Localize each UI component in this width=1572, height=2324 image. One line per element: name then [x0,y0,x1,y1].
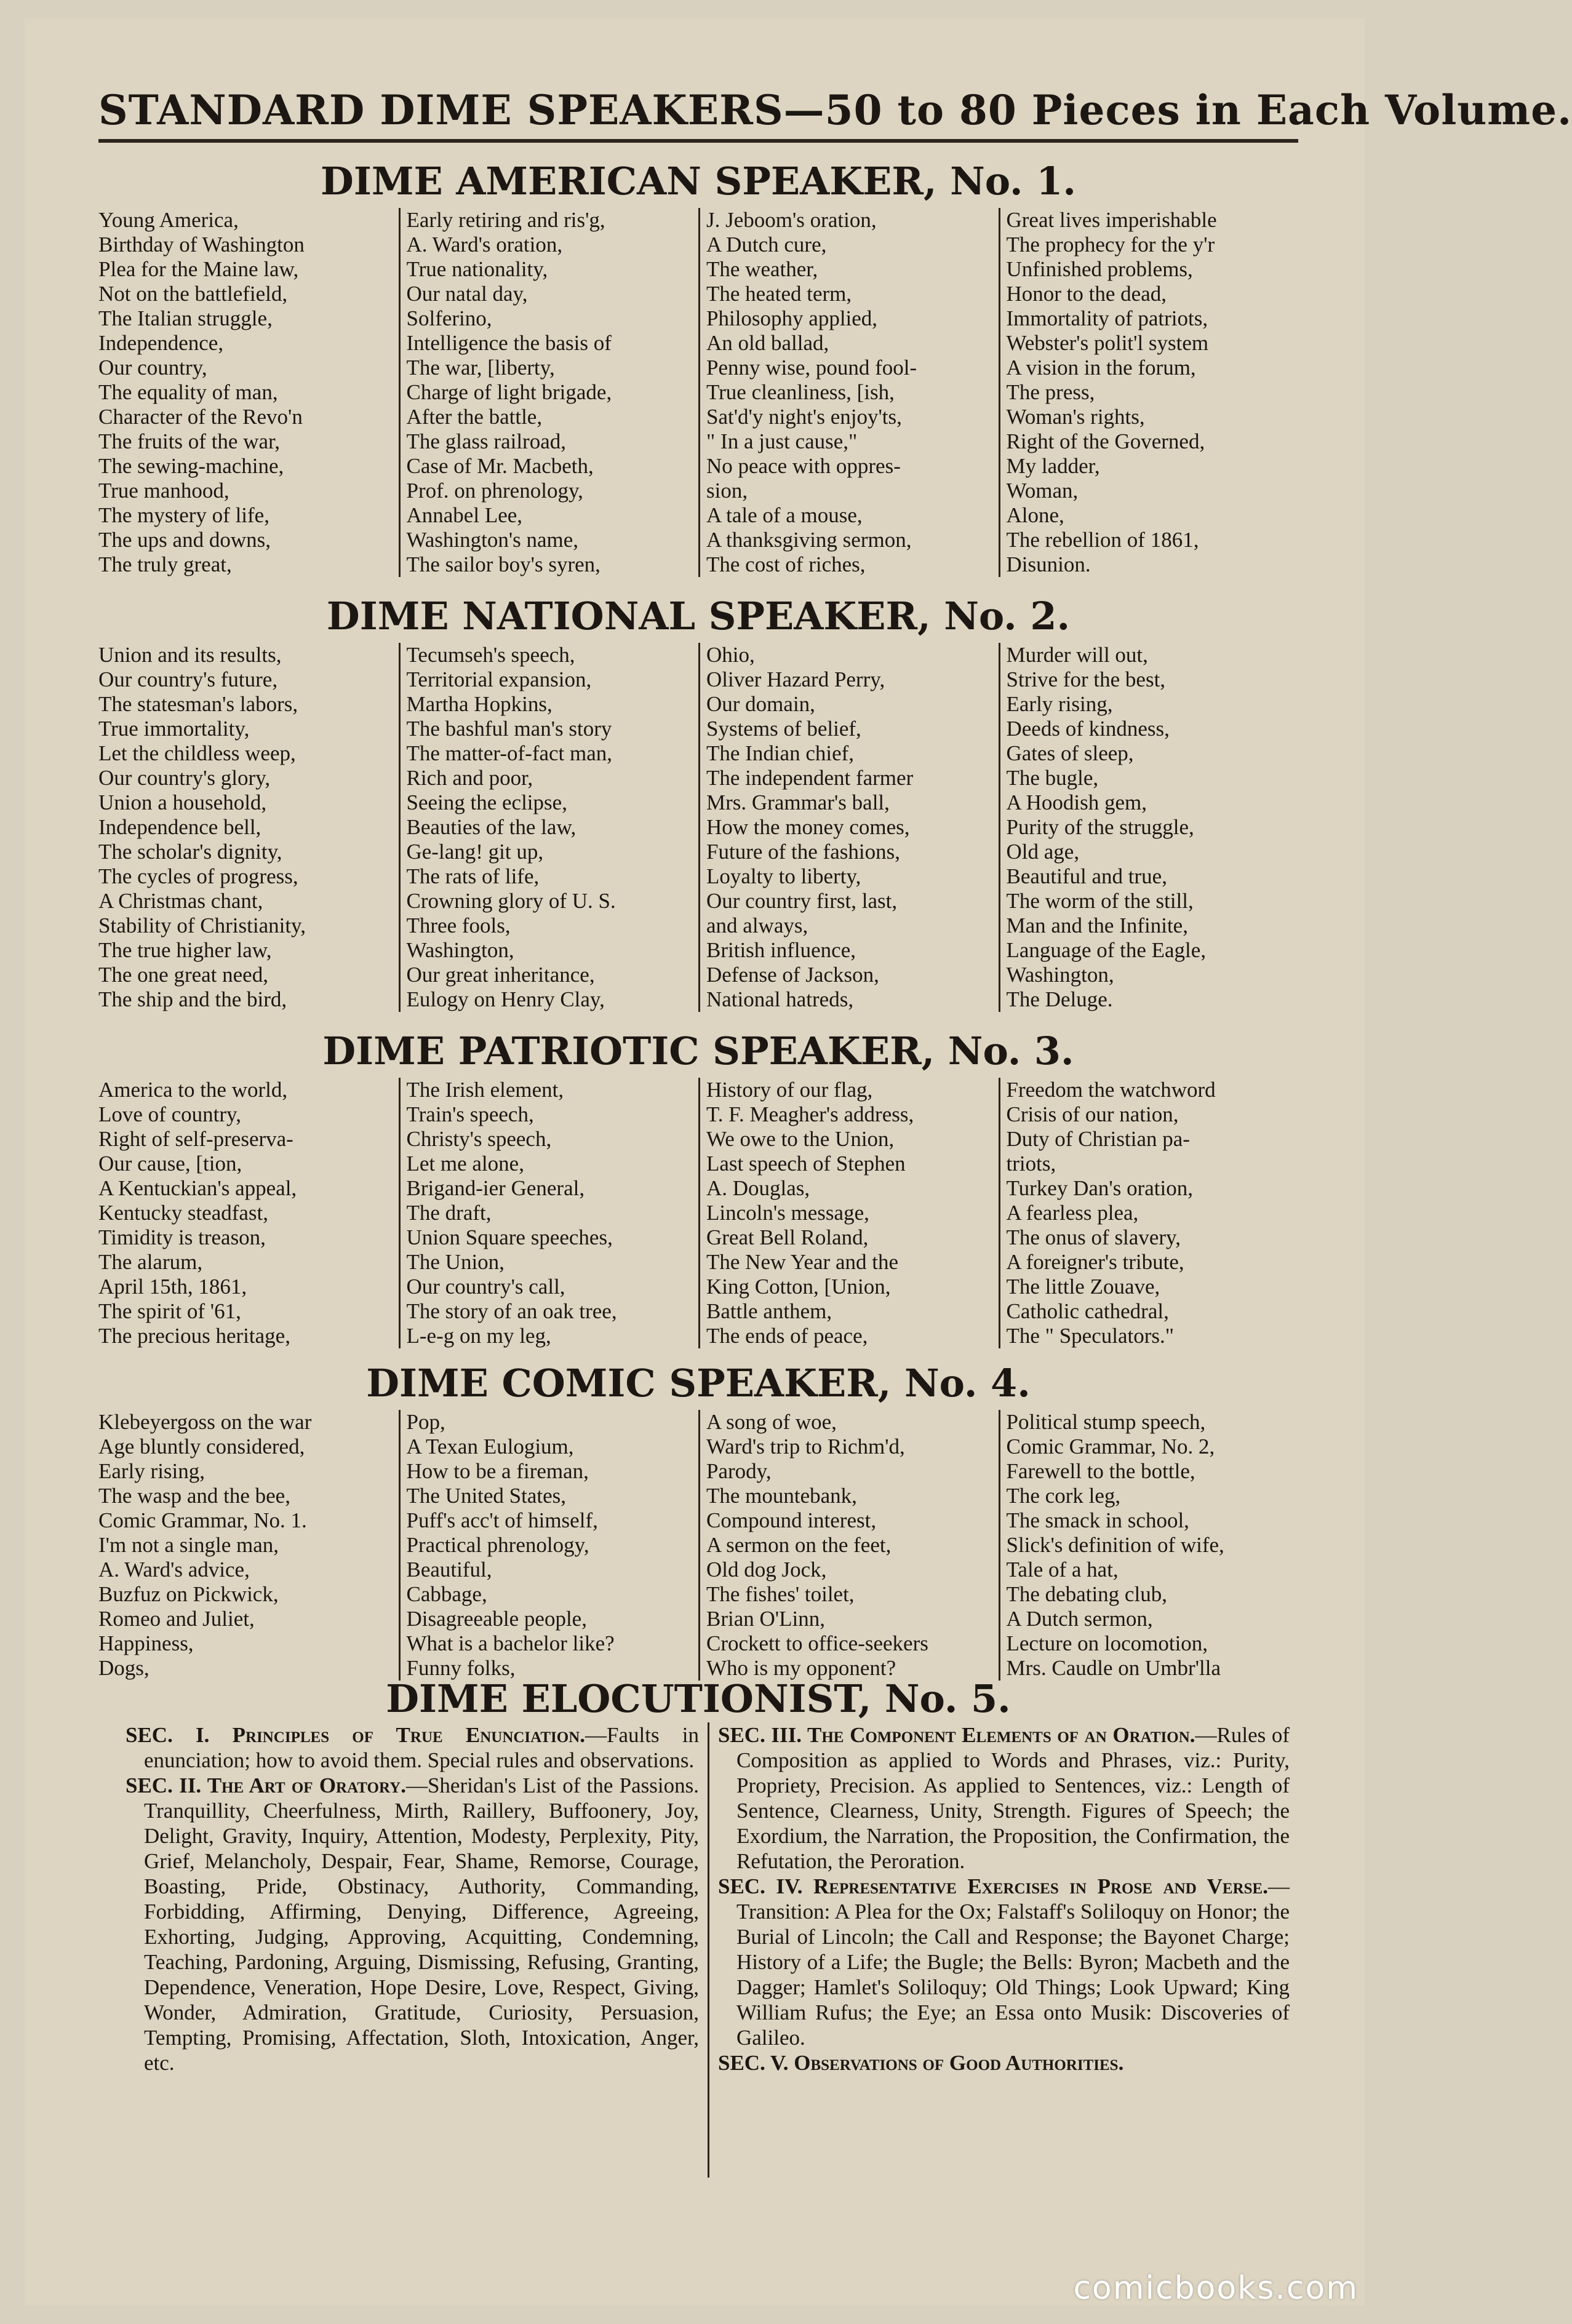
list-item: Union a household, [98,790,267,814]
list-item: Love of country, [98,1102,241,1126]
list-column [399,1410,699,1681]
list-item: Farewell to the bottle, [1006,1459,1195,1483]
list-item: Our great inheritance, [406,963,595,987]
list-item: The spirit of '61, [98,1299,241,1323]
list-item: Great lives imperishable [1006,208,1217,232]
section-heading-elocutionist: DIME ELOCUTIONIST, No. 5. [386,1676,1011,1721]
list-item: The bashful man's story [406,717,612,741]
list-item: King Cotton, [Union, [706,1275,891,1299]
list-item: True immortality, [98,717,250,741]
list-column [999,208,1299,577]
list-item: The cost of riches, [706,552,866,576]
list-item: Deeds of kindness, [1006,717,1170,741]
list-item: Martha Hopkins, [406,692,553,716]
list-item: Disagreeable people, [406,1607,587,1631]
list-column [698,1078,999,1348]
list-item: Our country, [98,356,207,380]
list-item: Age bluntly considered, [98,1435,305,1458]
list-column [98,643,399,1012]
list-item: A Texan Eulogium, [406,1435,574,1458]
list-item: Pop, [406,1410,445,1434]
list-item: Webster's polit'l system [1006,331,1209,355]
list-item: The fishes' toilet, [706,1582,855,1606]
list-item: Alone, [1006,503,1064,527]
list-item: Our natal day, [406,282,528,306]
list-item: The ends of peace, [706,1324,868,1348]
list-item: A foreigner's tribute, [1006,1250,1184,1274]
list-item: Klebeyergoss on the war [98,1410,312,1434]
section-comic-list [98,1410,1298,1681]
section-paragraph-head: SEC. III. The Component Elements of an Oration. [718,1723,1195,1747]
list-column [999,1410,1299,1681]
list-item: Future of the fashions, [706,840,900,864]
list-item: History of our flag, [706,1078,873,1102]
list-item: Mrs. Grammar's ball, [706,790,890,814]
section-paragraph [718,2050,1290,2075]
list-item: Last speech of Stephen [706,1152,906,1176]
list-item: T. F. Meagher's address, [706,1102,914,1126]
list-item: Early rising, [1006,692,1113,716]
list-item: America to the world, [98,1078,288,1102]
list-item: Birthday of Washington [98,233,305,257]
list-item: Three fools, [406,913,511,937]
list-item: A vision in the forum, [1006,356,1196,380]
list-column [698,208,999,577]
list-item: Crowning glory of U. S. [406,889,616,913]
list-item: The rats of life, [406,864,540,888]
list-item: Right of self-preserva- [98,1127,293,1151]
list-item: The little Zouave, [1006,1275,1160,1299]
list-item: Washington, [1006,963,1114,987]
list-item: Beautiful, [406,1558,492,1582]
list-item: Catholic cathedral, [1006,1299,1169,1323]
list-item: Romeo and Juliet, [98,1607,255,1631]
list-item: A Kentuckian's appeal, [98,1176,297,1200]
list-item: Gates of sleep, [1006,741,1134,765]
list-item: The sailor boy's syren, [406,552,600,576]
section-paragraph-text: —Faults in enunciation; how to avoid them. Special rules and observations. [144,1723,699,1772]
list-item: A tale of a mouse, [706,503,863,527]
list-item: Right of the Governed, [1006,429,1205,453]
list-item: Washington's name, [406,528,579,552]
list-item: Brigand-ier General, [406,1176,585,1200]
section-paragraph [126,1722,699,1773]
list-column [698,643,999,1012]
section-paragraph-text: —Rules of Composition as applied to Words and Phrases, viz.: Purity, Propriety, Precision. As applied to Sentences, viz.: Length of Sentence, Clearness, Unity, Strength. Figures of Speech; the Exordium, the Narration, the Proposition, the Confirmation, the Refutation, the Peroration. [736,1723,1290,1873]
list-item: Charge of light brigade, [406,380,612,404]
list-item: Not on the battlefield, [98,282,288,306]
list-item: The cycles of progress, [98,864,298,888]
list-item: Beautiful and true, [1006,864,1167,888]
list-item: A Dutch cure, [706,233,827,257]
list-column [999,643,1299,1012]
list-item: Territorial expansion, [406,667,592,691]
list-item: How the money comes, [706,815,910,839]
list-item: A Dutch sermon, [1006,1607,1153,1631]
list-item: The story of an oak tree, [406,1299,617,1323]
list-item: Great Bell Roland, [706,1225,869,1249]
list-item: Oliver Hazard Perry, [706,667,885,691]
list-item: A. Ward's oration, [406,233,563,257]
list-column [98,208,399,577]
list-item: A sermon on the feet, [706,1533,892,1557]
list-item: A fearless plea, [1006,1201,1139,1225]
list-item: The bugle, [1006,766,1099,790]
list-item: British influence, [706,938,856,962]
list-item: Solferino, [406,306,492,330]
section-paragraph-head: SEC. I. Principles of True Enunciation. [126,1723,586,1747]
list-item: Let me alone, [406,1152,524,1176]
list-item: Stability of Christianity, [98,913,306,937]
list-item: The glass railroad, [406,429,566,453]
list-column [399,643,699,1012]
list-item: The fruits of the war, [98,429,281,453]
list-item: Washington, [406,938,514,962]
section-paragraph-head: SEC. II. The Art of Oratory. [126,1773,406,1797]
list-item: My ladder, [1006,454,1100,478]
list-item: Old dog Jock, [706,1558,827,1582]
list-item: Comic Grammar, No. 2, [1006,1435,1215,1458]
section-paragraph-text: —Transition: A Plea for the Ox; Falstaff's Soliloquy on Honor; the Burial of Lincoln; the Call and Response; the Bayonet Charge; History of a Life; the Bugle; the Bells: Byron; Macbeth and the Dagger; Hamlet's Soliloquy; Old Things; Look Upward; King William Rufus; the Eye; an Essa onto Musik: Discoveries of Galileo. [736,1874,1290,2050]
list-item: The scholar's dignity, [98,840,282,864]
list-item: Lincoln's message, [706,1201,869,1225]
list-item: The one great need, [98,963,268,987]
list-item: Christy's speech, [406,1127,552,1151]
list-item: and always, [706,913,808,937]
list-item: Prof. on phrenology, [406,479,583,503]
list-item: The alarum, [98,1250,203,1274]
section-heading-comic: DIME COMIC SPEAKER, No. 4. [366,1361,1031,1406]
list-item: The press, [1006,380,1095,404]
list-item: The matter-of-fact man, [406,741,613,765]
list-item: Intelligence the basis of [406,331,612,355]
list-item: The " Speculators." [1006,1324,1175,1348]
list-item: A song of woe, [706,1410,837,1434]
list-item: The Indian chief, [706,741,855,765]
list-item: Eulogy on Henry Clay, [406,987,605,1011]
list-item: J. Jeboom's oration, [706,208,877,232]
section-paragraph-text: —Sheridan's List of the Passions. Tranquillity, Cheerfulness, Mirth, Raillery, Buffoonery, Joy, Delight, Gravity, Inquiry, Attention, Modesty, Perplexity, Pity, Grief, Melancholy, Despair, Fear, Shame, Remorse, Courage, Boasting, Pride, Obstinacy, Authority, Commanding, Forbidding, Affirming, Denying, Difference, Agreeing, Exhorting, Judging, Approving, Acquitting, Condemning, Teaching, Pardoning, Arguing, Dismissing, Refusing, Granting, Dependence, Veneration, Hope Desire, Love, Respect, Giving, Wonder, Admiration, Gratitude, Curiosity, Persuasion, Tempting, Promising, Affectation, Sloth, Intoxication, Anger, etc. [144,1773,699,2075]
watermark: comicbooks.com [1073,2270,1359,2307]
list-item: Political stump speech, [1006,1410,1206,1434]
list-item: The mystery of life, [98,503,269,527]
section-heading-american: DIME AMERICAN SPEAKER, No. 1. [321,159,1076,204]
list-item: The true higher law, [98,938,272,962]
list-item: A. Douglas, [706,1176,810,1200]
list-item: Crisis of our nation, [1006,1102,1179,1126]
list-item: The Union, [406,1250,505,1274]
list-item: Purity of the struggle, [1006,815,1194,839]
list-column [98,1410,399,1681]
list-item: How to be a fireman, [406,1459,589,1483]
list-item: Turkey Dan's oration, [1006,1176,1193,1200]
page-title: STANDARD DIME SPEAKERS—50 to 80 Pieces in Each Volume. [98,86,1298,143]
list-item: Battle anthem, [706,1299,832,1323]
list-item: The New Year and the [706,1250,898,1274]
section-paragraph-head: SEC. IV. Representative Exercises in Prose and Verse. [718,1874,1268,1898]
list-item: Penny wise, pound fool- [706,356,917,380]
list-item: Old age, [1006,840,1080,864]
list-item: Slick's definition of wife, [1006,1533,1224,1557]
list-item: Strive for the best, [1006,667,1166,691]
list-item: Let the childless weep, [98,741,296,765]
list-item: Honor to the dead, [1006,282,1167,306]
list-item: Train's speech, [406,1102,534,1126]
list-item: Character of the Revo'n [98,405,303,429]
list-item: National hatreds, [706,987,854,1011]
list-item: The worm of the still, [1006,889,1194,913]
list-item: Our country's glory, [98,766,271,790]
list-item: Funny folks, [406,1656,516,1680]
list-item: Disunion. [1006,552,1091,576]
list-column [999,1078,1299,1348]
list-item: Woman's rights, [1006,405,1145,429]
list-item: The ups and downs, [98,528,271,552]
list-item: Defense of Jackson, [706,963,879,987]
list-item: Unfinished problems, [1006,257,1193,281]
list-item: Brian O'Linn, [706,1607,825,1631]
list-item: Parody, [706,1459,772,1483]
list-item: Lecture on locomotion, [1006,1631,1208,1655]
list-item: Immortality of patriots, [1006,306,1208,330]
list-item: Early rising, [98,1459,205,1483]
list-item: The mountebank, [706,1484,857,1508]
list-column [698,1410,999,1681]
list-item: triots, [1006,1152,1056,1176]
list-item: Timidity is treason, [98,1225,266,1249]
list-item: After the battle, [406,405,543,429]
section-heading-patriotic: DIME PATRIOTIC SPEAKER, No. 3. [322,1029,1074,1073]
list-item: Beauties of the law, [406,815,577,839]
section-paragraph [718,1722,1290,1874]
elocutionist-left-column [117,1722,708,2178]
list-item: Plea for the Maine law, [98,257,299,281]
list-item: Who is my opponent? [706,1656,896,1680]
list-item: The war, [liberty, [406,356,555,380]
list-item: Philosophy applied, [706,306,878,330]
list-item: The onus of slavery, [1006,1225,1181,1249]
list-column [399,208,699,577]
section-patriotic-list [98,1078,1298,1348]
list-item: Systems of belief, [706,717,861,741]
list-item: The United States, [406,1484,567,1508]
list-item: Woman, [1006,479,1079,503]
list-item: Sat'd'y night's enjoy'ts, [706,405,902,429]
list-item: The cork leg, [1006,1484,1121,1508]
list-item: " In a just cause," [706,429,858,453]
list-item: Crockett to office-seekers [706,1631,928,1655]
list-item: The precious heritage, [98,1324,290,1348]
list-item: Happiness, [98,1631,194,1655]
list-item: Our country's call, [406,1275,565,1299]
list-item: The independent farmer [706,766,914,790]
list-item: L-e-g on my leg, [406,1324,551,1348]
list-item: Duty of Christian pa- [1006,1127,1190,1151]
list-item: Compound interest, [706,1508,877,1532]
list-item: April 15th, 1861, [98,1275,247,1299]
list-item: Case of Mr. Macbeth, [406,454,594,478]
list-item: Tecumseh's speech, [406,643,575,667]
list-item: Independence bell, [98,815,261,839]
list-item: Buzfuz on Pickwick, [98,1582,279,1606]
section-american-list [98,208,1298,577]
list-item: True manhood, [98,479,229,503]
list-item: The prophecy for the y'r [1006,233,1215,257]
list-item: Cabbage, [406,1582,487,1606]
list-item: Dogs, [98,1656,150,1680]
list-item: The wasp and the bee, [98,1484,290,1508]
list-item: Our cause, [tion, [98,1152,242,1176]
elocutionist-right-column [708,1722,1298,2178]
list-item: Man and the Infinite, [1006,913,1188,937]
list-item: Loyalty to liberty, [706,864,861,888]
list-item: A thanksgiving sermon, [706,528,912,552]
list-item: Union and its results, [98,643,282,667]
list-item: The Irish element, [406,1078,564,1102]
list-item: The weather, [706,257,818,281]
list-item: Our country's future, [98,667,278,691]
list-item: The heated term, [706,282,852,306]
list-item: Our domain, [706,692,815,716]
section-heading-national: DIME NATIONAL SPEAKER, No. 2. [326,594,1071,639]
list-item: Ohio, [706,643,755,667]
list-item: The sewing-machine, [98,454,284,478]
list-item: The debating club, [1006,1582,1167,1606]
list-item: The Deluge. [1006,987,1113,1011]
list-item: Practical phrenology, [406,1533,589,1557]
list-item: The ship and the bird, [98,987,287,1011]
elocutionist-contents [117,1722,1298,2178]
list-item: I'm not a single man, [98,1533,279,1557]
list-item: True nationality, [406,257,548,281]
list-item: A Christmas chant, [98,889,263,913]
list-item: We owe to the Union, [706,1127,895,1151]
list-item: Freedom the watchword [1006,1078,1216,1102]
list-item: Language of the Eagle, [1006,938,1207,962]
list-item: What is a bachelor like? [406,1631,615,1655]
list-item: Our country first, last, [706,889,898,913]
list-column [399,1078,699,1348]
list-item: Ge-lang! git up, [406,840,544,864]
section-paragraph [718,1874,1290,2050]
list-item: Young America, [98,208,239,232]
list-item: A Hoodish gem, [1006,790,1147,814]
list-item: Independence, [98,331,224,355]
list-item: The statesman's labors, [98,692,298,716]
list-column [98,1078,399,1348]
list-item: Mrs. Caudle on Umbr'lla [1006,1656,1221,1680]
list-item: No peace with oppres- [706,454,901,478]
list-item: Seeing the eclipse, [406,790,567,814]
list-item: The rebellion of 1861, [1006,528,1199,552]
list-item: Tale of a hat, [1006,1558,1119,1582]
list-item: Rich and poor, [406,766,533,790]
list-item: An old ballad, [706,331,829,355]
list-item: Murder will out, [1006,643,1148,667]
list-item: The draft, [406,1201,492,1225]
section-paragraph-head: SEC. V. Observations of Good Authorities. [718,2051,1124,2075]
list-item: sion, [706,479,748,503]
section-paragraph [126,1773,699,2075]
list-item: A. Ward's advice, [98,1558,250,1582]
list-item: Ward's trip to Richm'd, [706,1435,905,1458]
list-item: The equality of man, [98,380,278,404]
list-item: Annabel Lee, [406,503,523,527]
list-item: The truly great, [98,552,232,576]
list-item: Union Square speeches, [406,1225,613,1249]
list-item: Comic Grammar, No. 1. [98,1508,307,1532]
list-item: Kentucky steadfast, [98,1201,269,1225]
list-item: The Italian struggle, [98,306,273,330]
list-item: The smack in school, [1006,1508,1189,1532]
list-item: True cleanliness, [ish, [706,380,895,404]
section-national-list [98,643,1298,1012]
list-item: Puff's acc't of himself, [406,1508,598,1532]
list-item: Early retiring and ris'g, [406,208,605,232]
